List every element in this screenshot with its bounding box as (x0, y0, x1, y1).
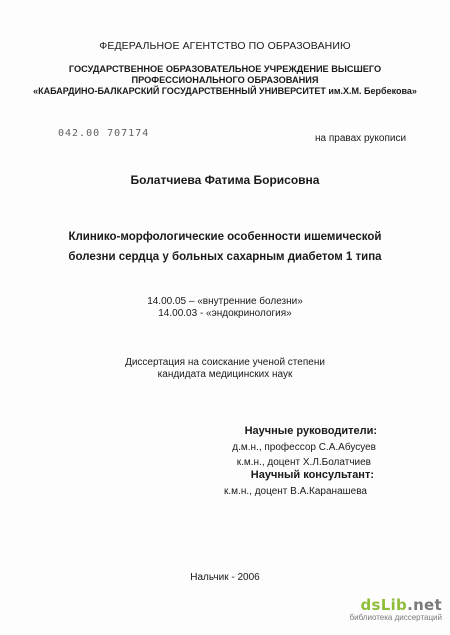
watermark-subtitle: библиотека диссертаций (349, 613, 442, 622)
dissertation-line-1: Диссертация на соискание ученой степени (125, 357, 325, 368)
consultant-row (0, 481, 450, 499)
institution-line-3: «КАБАРДИНО-БАЛКАРСКИЙ ГОСУДАРСТВЕННЫЙ УНИВЕРСИТЕТ им.Х.М. Бербекова» (33, 86, 417, 96)
institution-line-2: ПРОФЕССИОНАЛЬНОГО ОБРАЗОВАНИЯ (131, 75, 319, 85)
institution-line-1: ГОСУДАРСТВЕННОЕ ОБРАЗОВАТЕЛЬНОЕ УЧРЕЖДЕНИЕ ВЫСШЕГО (68, 64, 382, 74)
dslib-logo (350, 596, 442, 614)
dissertation-line-2: кандидата медицинских наук (157, 369, 293, 380)
thesis-title-line-2: болезни сердца у больных сахарным диабетом 1 типа (68, 251, 382, 263)
thesis-title-line-1: Клинико-морфологические особенности ишемической (68, 231, 382, 243)
logo-main: dsLib (360, 596, 408, 614)
supervisor-1: д.м.н., профессор С.А.Абусуев (232, 442, 376, 453)
logo-suffix: .net (407, 596, 442, 614)
specialty-2: 14.00.03 - «эндокринология» (158, 308, 292, 319)
dslib-watermark[interactable] (350, 596, 442, 622)
manuscript-rights: на правах рукописи (315, 133, 407, 144)
consultant-heading: Научный консультант: (250, 469, 374, 481)
supervisors-heading: Научные руководители: (244, 425, 377, 437)
consultant: к.м.н., доцент В.А.Каранашева (224, 486, 367, 497)
registration-stamp: 042.00 707174 (58, 128, 150, 139)
city-year: Нальчик - 2006 (190, 572, 260, 583)
supervisor-2: к.м.н., доцент Х.Л.Болатчиев (236, 457, 371, 468)
specialty-1: 14.00.05 – «внутренние болезни» (147, 296, 303, 307)
agency-name: ФЕДЕРАЛЬНОЕ АГЕНТСТВО ПО ОБРАЗОВАНИЮ (99, 40, 351, 52)
author-name: Болатчиева Фатима Борисовна (130, 173, 320, 187)
